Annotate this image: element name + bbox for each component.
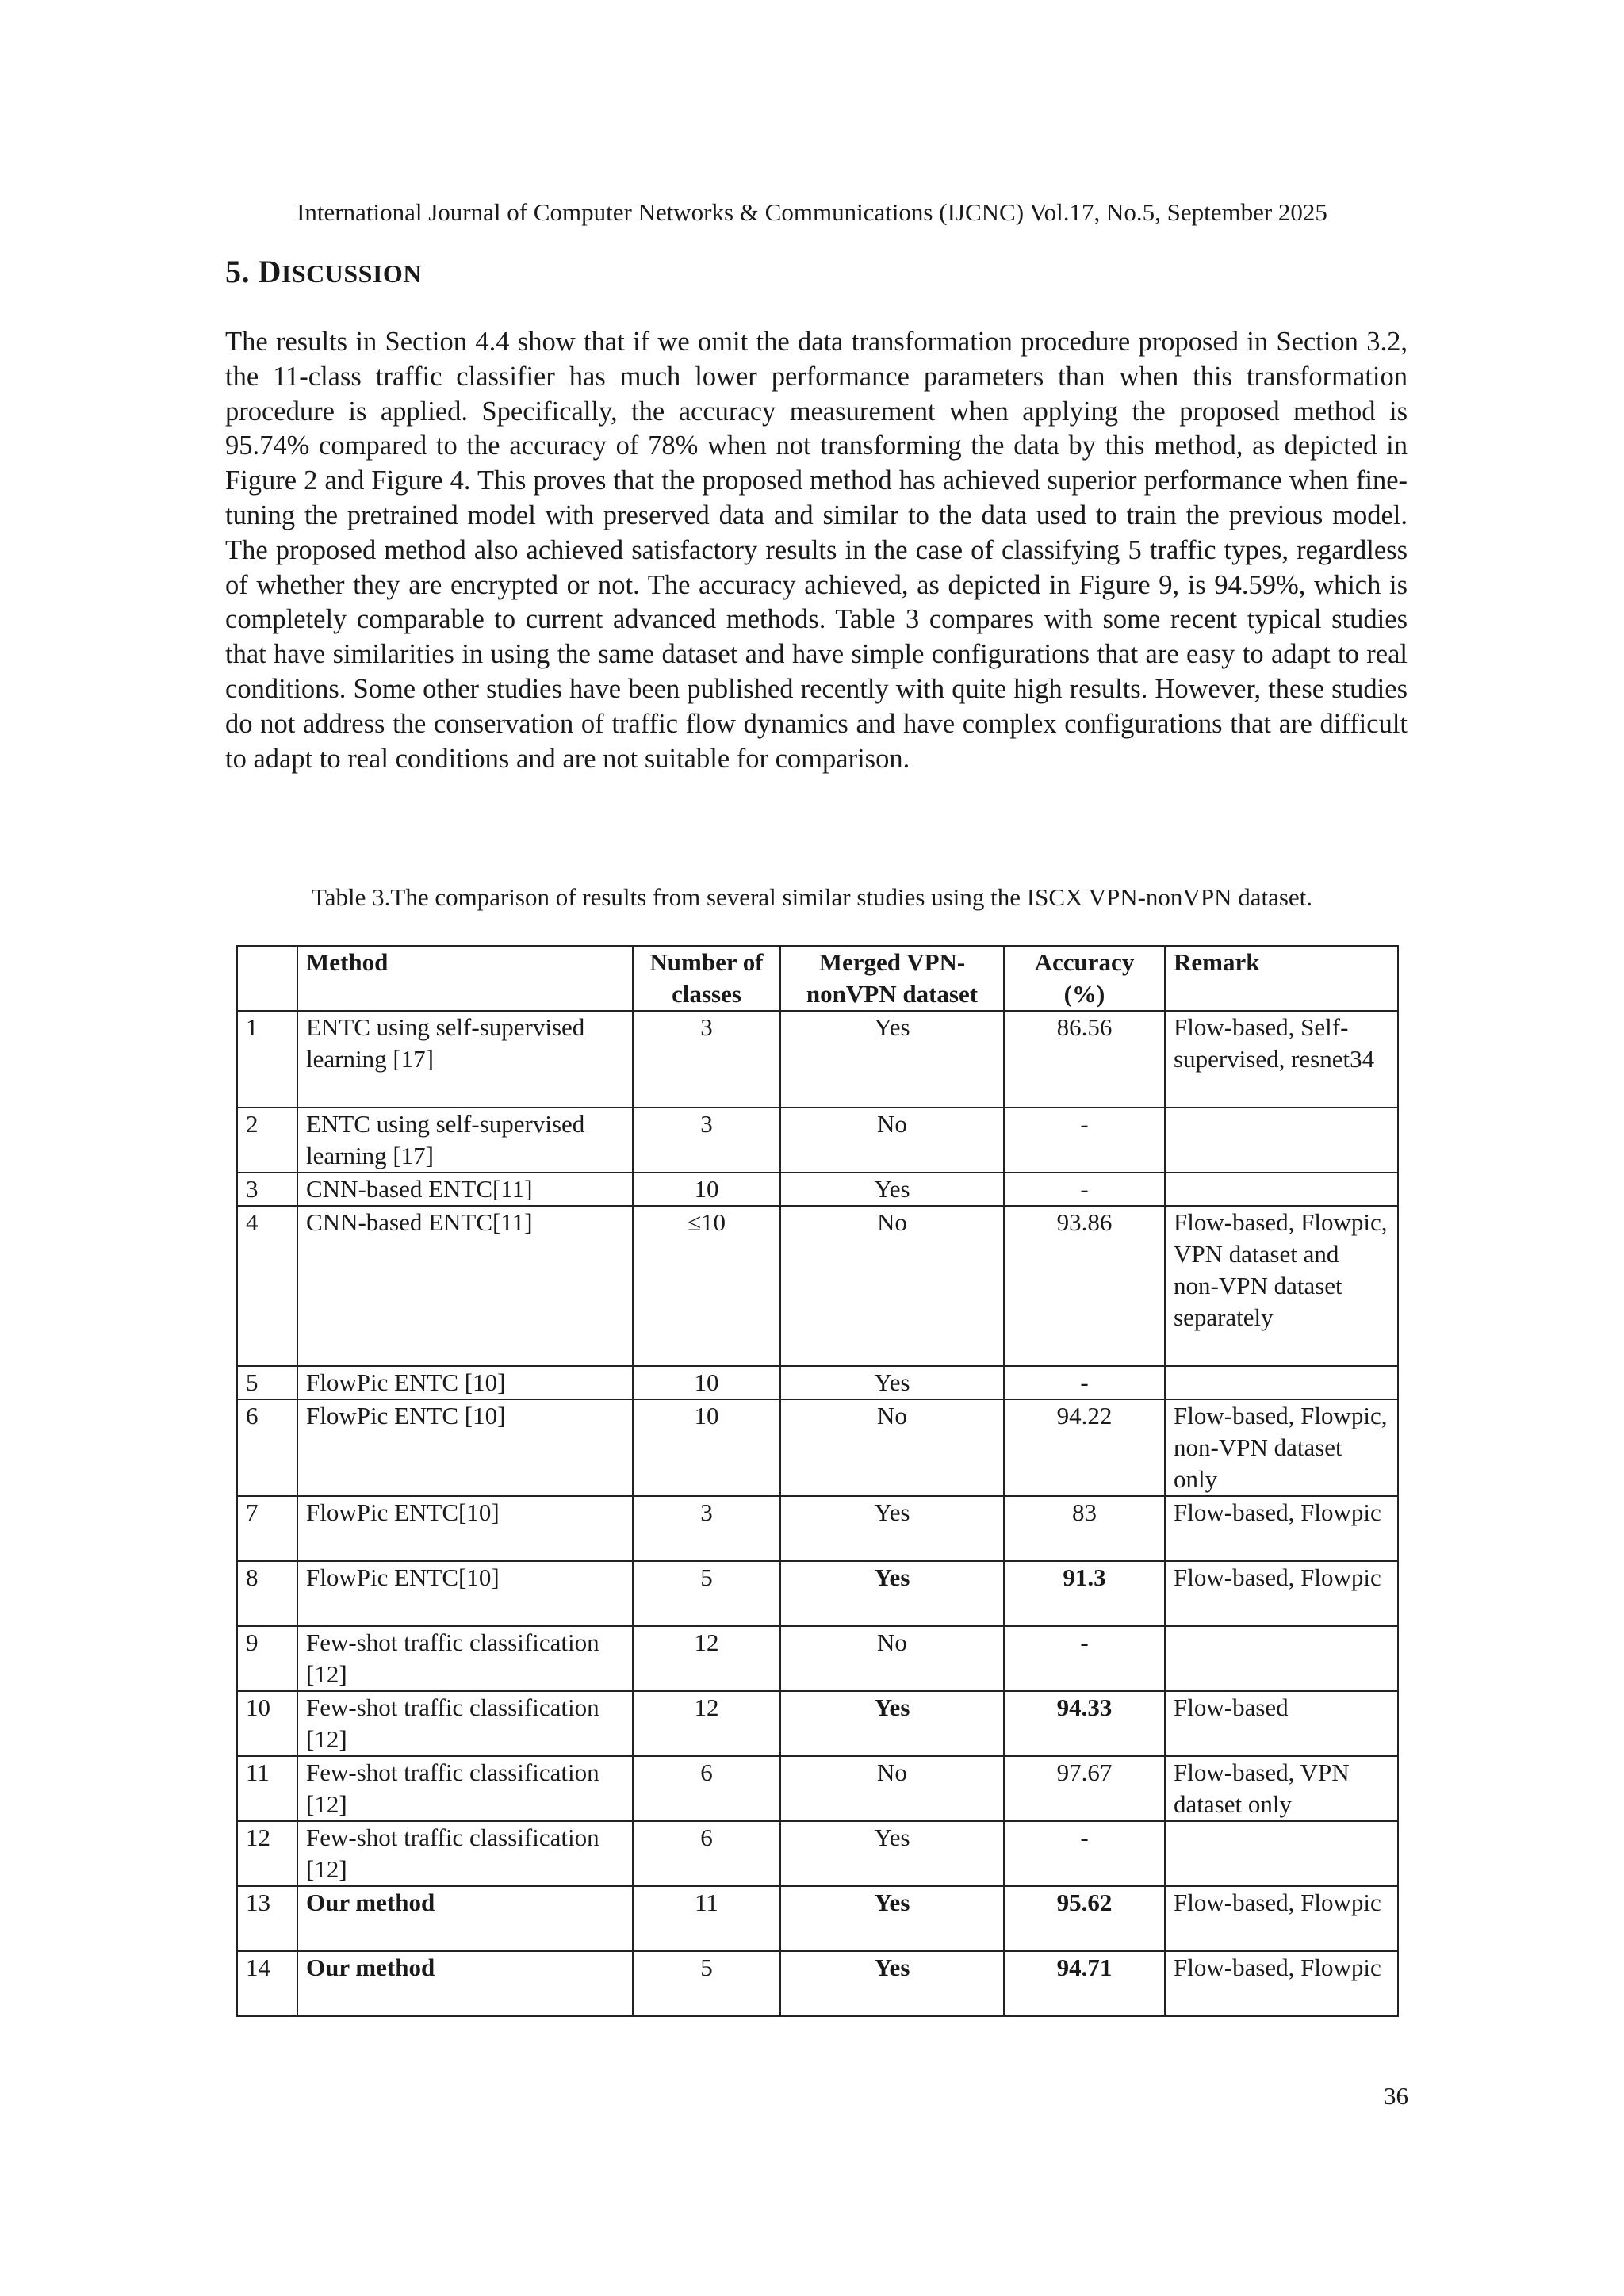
- table-row: [237, 1206, 1398, 1366]
- row-merged: Yes: [780, 1496, 1004, 1561]
- row-accuracy: 94.71: [1004, 1951, 1165, 2016]
- row-merged: Yes: [780, 1011, 1004, 1108]
- row-merged: Yes: [780, 1821, 1004, 1886]
- row-accuracy: 86.56: [1004, 1011, 1165, 1108]
- section-title-number: 5. D: [225, 254, 282, 289]
- row-accuracy: 83: [1004, 1496, 1165, 1561]
- row-method: Few-shot traffic classification [12]: [297, 1626, 633, 1691]
- row-classes: 10: [633, 1399, 780, 1496]
- section-title: [225, 252, 422, 293]
- row-method: Our method: [297, 1886, 633, 1951]
- row-accuracy: 94.33: [1004, 1691, 1165, 1756]
- row-classes: 5: [633, 1951, 780, 2016]
- table-caption: Table 3.The comparison of results from several similar studies using the ISCX VPN-nonVPN dataset.: [311, 883, 1313, 911]
- row-merged: Yes: [780, 1173, 1004, 1206]
- row-classes: 3: [633, 1496, 780, 1561]
- row-merged: No: [780, 1626, 1004, 1691]
- row-remark: Flow-based, Flowpic: [1165, 1951, 1398, 2016]
- row-remark: Flow-based, Flowpic, non-VPN dataset only: [1165, 1399, 1398, 1496]
- table-row: [237, 1496, 1398, 1561]
- header-method: Method: [297, 946, 633, 1011]
- row-method: FlowPic ENTC [10]: [297, 1399, 633, 1496]
- row-classes: 12: [633, 1691, 780, 1756]
- header-accuracy: Accuracy (%): [1004, 946, 1165, 1011]
- row-accuracy: 94.22: [1004, 1399, 1165, 1496]
- row-remark: Flow-based, Flowpic: [1165, 1886, 1398, 1951]
- row-method: CNN-based ENTC[11]: [297, 1173, 633, 1206]
- row-classes: 5: [633, 1561, 780, 1626]
- row-method: FlowPic ENTC[10]: [297, 1496, 633, 1561]
- header-remark: Remark: [1165, 946, 1398, 1011]
- row-method: FlowPic ENTC [10]: [297, 1366, 633, 1399]
- row-merged: Yes: [780, 1366, 1004, 1399]
- table-header-row: [237, 946, 1398, 1011]
- row-classes: ≤10: [633, 1206, 780, 1366]
- table-row: [237, 1399, 1398, 1496]
- table-row: [237, 1366, 1398, 1399]
- row-classes: 3: [633, 1011, 780, 1108]
- row-accuracy: -: [1004, 1626, 1165, 1691]
- row-index: 12: [237, 1821, 297, 1886]
- row-index: 5: [237, 1366, 297, 1399]
- row-remark: [1165, 1366, 1398, 1399]
- row-index: 6: [237, 1399, 297, 1496]
- row-remark: Flow-based, VPN dataset only: [1165, 1756, 1398, 1821]
- row-merged: Yes: [780, 1886, 1004, 1951]
- row-accuracy: 91.3: [1004, 1561, 1165, 1626]
- row-accuracy: -: [1004, 1366, 1165, 1399]
- table-row: [237, 1691, 1398, 1756]
- row-method: Few-shot traffic classification [12]: [297, 1756, 633, 1821]
- row-classes: 6: [633, 1756, 780, 1821]
- row-classes: 11: [633, 1886, 780, 1951]
- row-classes: 10: [633, 1173, 780, 1206]
- row-index: 1: [237, 1011, 297, 1108]
- row-merged: Yes: [780, 1691, 1004, 1756]
- section-title-rest: ISCUSSION: [281, 259, 422, 288]
- row-method: Few-shot traffic classification [12]: [297, 1691, 633, 1756]
- row-merged: Yes: [780, 1951, 1004, 2016]
- header-index: [237, 946, 297, 1011]
- row-remark: [1165, 1173, 1398, 1206]
- row-method: Our method: [297, 1951, 633, 2016]
- discussion-paragraph: The results in Section 4.4 show that if we omit the data transformation procedure proposed in Section 3.2, the 11-class traffic classifier has much lower performance parameters than when this transformation procedure is applied. Specifically, the accuracy measurement when applying the proposed method is 95.74% compared to the accuracy of 78% when not transforming the data by this method, as depicted in Figure 2 and Figure 4. This proves that the proposed method has achieved superior performance when fine-tuning the pretrained model with preserved data and similar to the data used to train the previous model. The proposed method also achieved satisfactory results in the case of classifying 5 traffic types, regardless of whether they are encrypted or not. The accuracy achieved, as depicted in Figure 9, is 94.59%, which is completely comparable to current advanced methods. Table 3 compares with some recent typical studies that have similarities in using the same dataset and have simple configurations that are easy to adapt to real conditions. Some other studies have been published recently with quite high results. However, these studies do not address the conservation of traffic flow dynamics and have complex configurations that are difficult to adapt to real conditions and are not suitable for comparison.: [225, 327, 1408, 774]
- row-classes: 3: [633, 1108, 780, 1173]
- row-remark: Flow-based: [1165, 1691, 1398, 1756]
- row-method: ENTC using self-supervised learning [17]: [297, 1011, 633, 1108]
- table-row: [237, 1821, 1398, 1886]
- row-remark: Flow-based, Flowpic: [1165, 1496, 1398, 1561]
- row-merged: No: [780, 1756, 1004, 1821]
- row-index: 13: [237, 1886, 297, 1951]
- row-index: 3: [237, 1173, 297, 1206]
- row-classes: 12: [633, 1626, 780, 1691]
- table-row: [237, 1886, 1398, 1951]
- row-remark: Flow-based, Flowpic: [1165, 1561, 1398, 1626]
- row-merged: No: [780, 1108, 1004, 1173]
- row-method: ENTC using self-supervised learning [17]: [297, 1108, 633, 1173]
- row-index: 2: [237, 1108, 297, 1173]
- comparison-table: [236, 945, 1399, 2017]
- header-merged: Merged VPN-nonVPN dataset: [780, 946, 1004, 1011]
- row-accuracy: -: [1004, 1173, 1165, 1206]
- row-classes: 10: [633, 1366, 780, 1399]
- row-method: CNN-based ENTC[11]: [297, 1206, 633, 1366]
- page-number: 36: [1384, 2082, 1408, 2110]
- row-classes: 6: [633, 1821, 780, 1886]
- row-index: 9: [237, 1626, 297, 1691]
- row-remark: [1165, 1821, 1398, 1886]
- table-row: [237, 1108, 1398, 1173]
- table-row: [237, 1756, 1398, 1821]
- row-index: 10: [237, 1691, 297, 1756]
- row-method: Few-shot traffic classification [12]: [297, 1821, 633, 1886]
- table-row: [237, 1951, 1398, 2016]
- table-row: [237, 1626, 1398, 1691]
- row-remark: Flow-based, Flowpic, VPN dataset and non-VPN dataset separately: [1165, 1206, 1398, 1366]
- row-remark: Flow-based, Self-supervised, resnet34: [1165, 1011, 1398, 1108]
- header-classes: Number of classes: [633, 946, 780, 1011]
- table-row: [237, 1173, 1398, 1206]
- row-accuracy: 93.86: [1004, 1206, 1165, 1366]
- row-remark: [1165, 1108, 1398, 1173]
- row-index: 14: [237, 1951, 297, 2016]
- row-accuracy: 97.67: [1004, 1756, 1165, 1821]
- row-index: 11: [237, 1756, 297, 1821]
- row-remark: [1165, 1626, 1398, 1691]
- row-accuracy: -: [1004, 1821, 1165, 1886]
- row-accuracy: 95.62: [1004, 1886, 1165, 1951]
- row-accuracy: -: [1004, 1108, 1165, 1173]
- running-header: International Journal of Computer Networks & Communications (IJCNC) Vol.17, No.5, September 2025: [297, 198, 1327, 226]
- table-row: [237, 1561, 1398, 1626]
- row-merged: Yes: [780, 1561, 1004, 1626]
- row-method: FlowPic ENTC[10]: [297, 1561, 633, 1626]
- row-index: 4: [237, 1206, 297, 1366]
- row-index: 7: [237, 1496, 297, 1561]
- row-merged: No: [780, 1399, 1004, 1496]
- table-row: [237, 1011, 1398, 1108]
- row-merged: No: [780, 1206, 1004, 1366]
- row-index: 8: [237, 1561, 297, 1626]
